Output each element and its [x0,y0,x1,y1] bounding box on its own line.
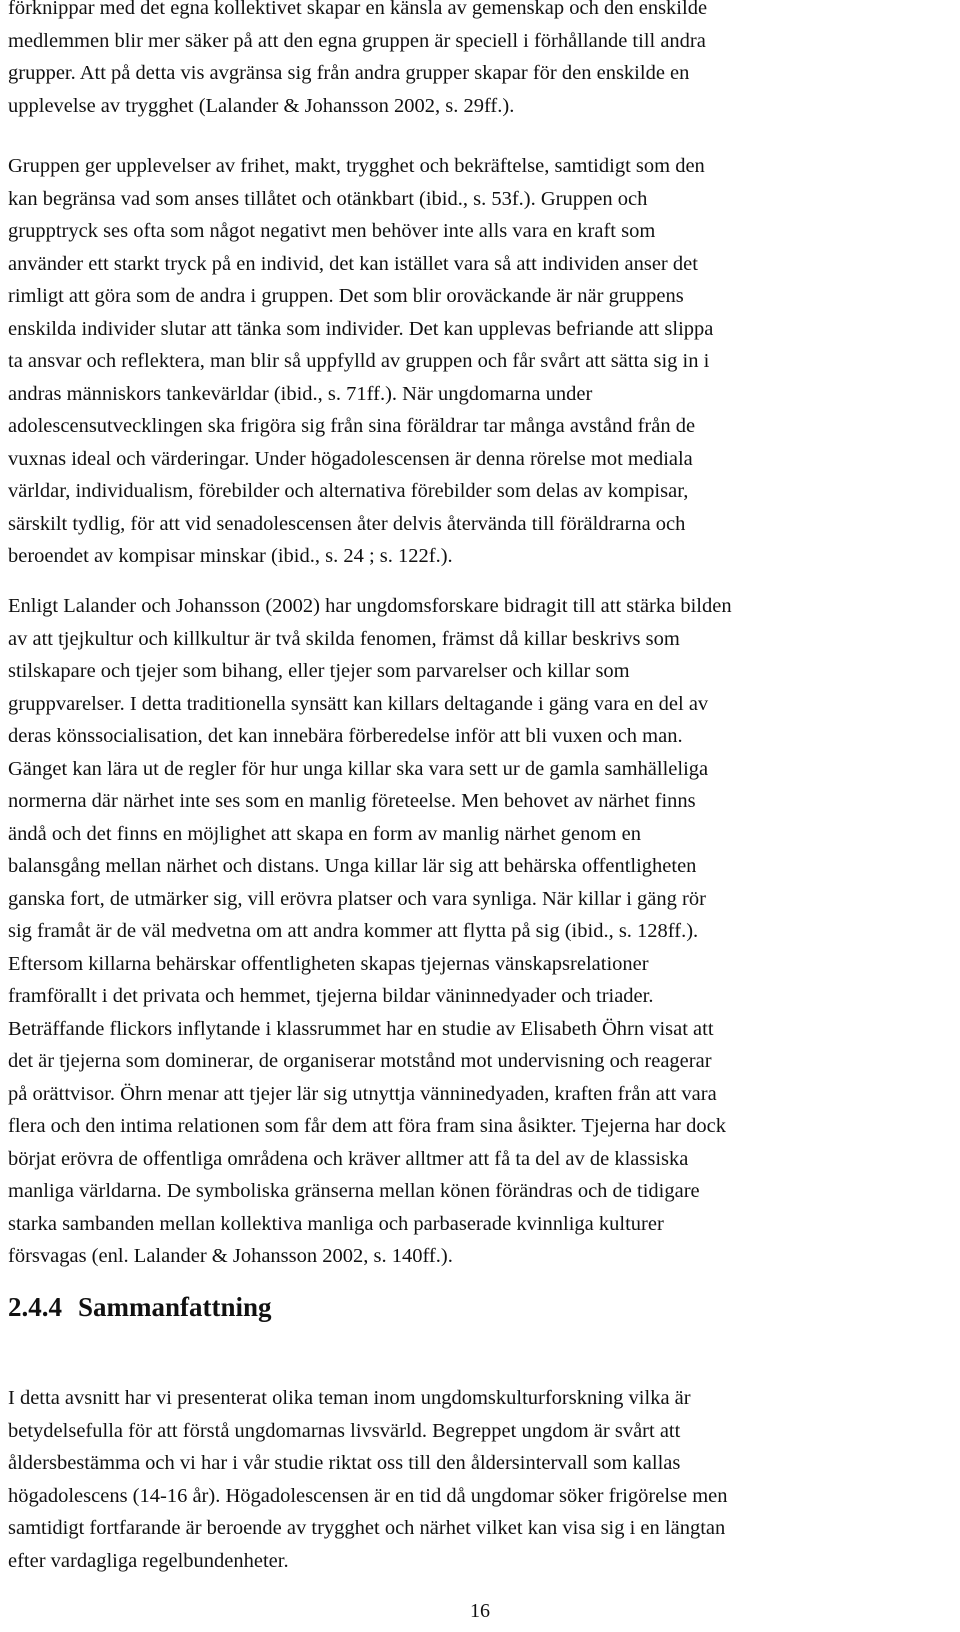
text-line: Beträffande flickors inflytande i klassrummet har en studie av Elisabeth Öhrn visat att [8,1017,714,1040]
text-line: Gänget kan lära ut de regler för hur unga killar ska vara sett ur de gamla samhälleliga [8,757,709,780]
paragraph-gender-culture [8,590,953,1273]
text-line: vuxnas ideal och värderingar. Under högadolescensen är denna rörelse mot mediala [8,447,693,470]
text-line: starka sambanden mellan kollektiva manliga och parbaserade kvinnliga kulturer [8,1212,664,1235]
text-line: enskilda individer slutar att tänka som individer. Det kan upplevas befriande att slippa [8,317,714,340]
text-line: gruppvarelser. I detta traditionella synsätt kan killars deltagande i gäng vara en del av [8,692,709,715]
text-line: adolescensutvecklingen ska frigöra sig från sina föräldrar tar många avstånd från de [8,415,696,437]
text-line: balansgång mellan närhet och distans. Unga killar lär sig att behärska offentligheten [8,855,697,877]
text-line: stilskapare och tjejer som bihang, eller tjejer som parvarelser och killar som [8,660,630,682]
text-line: I detta avsnitt har vi presenterat olika teman inom ungdomskulturforskning vilka är [8,1387,691,1409]
text-line: ändå och det finns en möjlighet att skapa en form av manlig närhet genom en [8,822,642,845]
text-line: Eftersom killarna behärskar offentligheten skapas tjejernas vänskapsrelationer [8,952,649,975]
text-line: på orättvisor. Öhrn menar att tjejer lär sig utnyttja vänninedyaden, kraften från att vara [8,1082,717,1105]
section-number: 2.4.4 [8,1292,62,1322]
text-line: framförallt i det privata och hemmet, tjejerna bildar väninnedyader och triader. [8,985,654,1007]
text-line: kan begränsa vad som anses tillåtet och otänkbart (ibid., s. 53f.). Gruppen och [8,187,648,210]
text-line: deras könssocialisation, det kan innebära förberedelse inför att bli vuxen och man. [8,725,683,747]
paragraph-group-belonging [8,0,953,122]
text-line: upplevelse av trygghet (Lalander & Johansson 2002, s. 29ff.). [8,94,515,117]
text-line: andras människors tankevärldar (ibid., s. 71ff.). När ungdomarna under [8,382,593,405]
text-line: särskilt tydlig, för att vid senadolescensen åter delvis återvända till föräldrarna och [8,512,686,535]
text-line: beroendet av kompisar minskar (ibid., s. 24 ; s. 122f.). [8,545,453,567]
page-number: 16 [470,1600,490,1622]
text-line: manliga världarna. De symboliska gränserna mellan könen förändras och de tidigare [8,1180,700,1202]
text-line: ta ansvar och reflektera, man blir så uppfylld av gruppen och får svårt att sätta sig in i [8,350,710,372]
text-line: det är tjejerna som dominerar, de organiserar motstånd mot undervisning och reagerar [8,1050,712,1072]
paragraph-summary [8,1382,953,1577]
paragraph-group-pressure [8,150,953,573]
text-line: börjat erövra de offentliga områdena och kräver alltmer att få ta del av de klassiska [8,1147,689,1170]
text-line: grupptryck ses ofta som något negativt men behöver inte alls vara en kraft som [8,220,656,242]
text-line: världar, individualism, förebilder och alternativa förebilder som delas av kompisar, [8,480,689,502]
text-line: flera och den intima relationen som får dem att föra fram sina åsikter. Tjejerna har dock [8,1115,726,1137]
text-line: grupper. Att på detta vis avgränsa sig från andra grupper skapar för den enskilde en [8,62,690,84]
text-line: högadolescens (14-16 år). Högadolescensen är en tid då ungdomar söker frigörelse men [8,1484,728,1507]
section-heading [8,1292,272,1323]
text-line: Enligt Lalander och Johansson (2002) har ungdomsforskare bidragit till att stärka bilden [8,595,732,617]
text-line: efter vardagliga regelbundenheter. [8,1549,289,1572]
text-line: åldersbestämma och vi har i vår studie riktat oss till den åldersintervall som kallas [8,1452,681,1474]
section-title: Sammanfattning [78,1292,272,1322]
text-line: försvagas (enl. Lalander & Johansson 2002, s. 140ff.). [8,1245,453,1267]
text-line: medlemmen blir mer säker på att den egna gruppen är speciell i förhållande till andra [8,29,706,52]
text-line: normerna där närhet inte ses som en manlig företeelse. Men behovet av närhet finns [8,790,696,812]
text-line: förknippar med det egna kollektivet skapar en känsla av gemenskap och den enskilde [8,0,708,19]
text-line: sig framåt är de väl medvetna om att andra kommer att flytta på sig (ibid., s. 128ff.). [8,920,699,942]
text-line: av att tjejkultur och killkultur är två skilda fenomen, främst då killar beskrivs som [8,627,680,650]
text-line: betydelsefulla för att förstå ungdomarnas livsvärld. Begreppet ungdom är svårt att [8,1419,681,1442]
text-line: ganska fort, de utmärker sig, vill erövra platser och vara synliga. När killar i gäng rör [8,887,706,910]
text-line: samtidigt fortfarande är beroende av trygghet och närhet vilket kan visa sig i en längtan [8,1517,726,1539]
text-line: Gruppen ger upplevelser av frihet, makt, trygghet och bekräftelse, samtidigt som den [8,155,705,177]
text-line: använder ett starkt tryck på en individ, det kan istället vara så att individen anser det [8,252,698,275]
text-line: rimligt att göra som de andra i gruppen. Det som blir oroväckande är när gruppens [8,285,684,307]
